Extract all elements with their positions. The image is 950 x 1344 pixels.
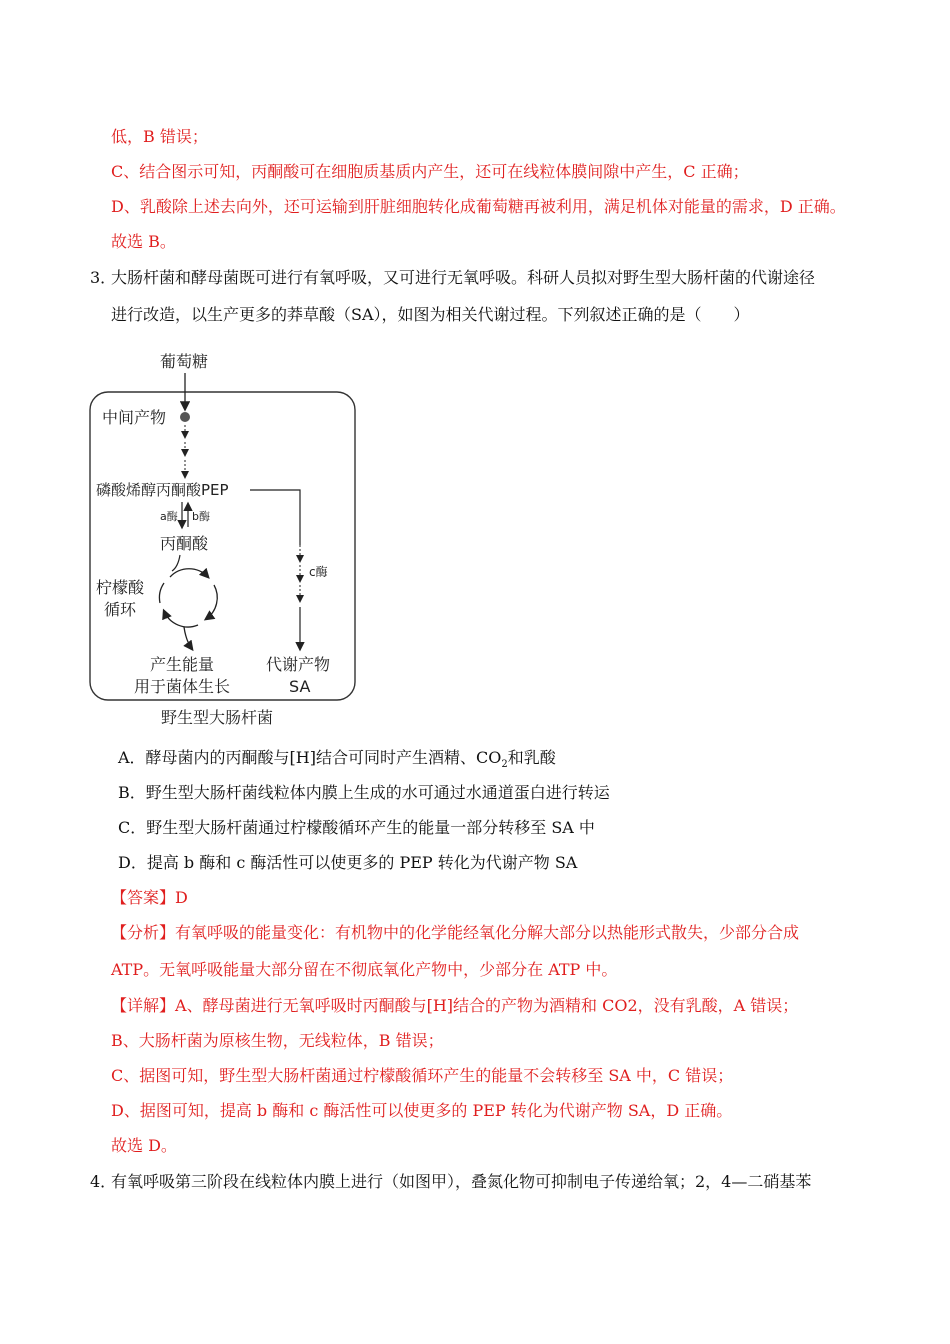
cycle-to-energy-arrow bbox=[184, 627, 192, 649]
question-3-stem-line2: 进行改造，以生产更多的莽草酸（SA），如图为相关代谢过程。下列叙述正确的是（ ） bbox=[111, 305, 750, 324]
option-c: C．野生型大肠杆菌通过柠檬酸循环产生的能量一部分转移至 SA 中 bbox=[118, 818, 595, 837]
detail-a: 【详解】A、酵母菌进行无氧呼吸时丙酮酸与[H]结合的产物为酒精和 CO2，没有乳酸，A 错误； bbox=[111, 996, 799, 1015]
analysis-line1: 【分析】有氧呼吸的能量变化：有机物中的化学能经氧化分解大部分以热能形式散失，少部分合成 bbox=[111, 923, 800, 942]
cycle-arc-left bbox=[159, 583, 164, 603]
question-3-stem-line1: 大肠杆菌和酵母菌既可进行有氧呼吸，又可进行无氧呼吸。科研人员拟对野生型大肠杆菌的代谢途径 bbox=[111, 268, 816, 287]
c-enzyme-label: c酶 bbox=[309, 565, 328, 579]
product-label-1: 代谢产物 bbox=[266, 655, 331, 674]
question-3-number: 3． bbox=[90, 268, 117, 287]
b-enzyme-label: b酶 bbox=[192, 510, 210, 523]
explanation-conclusion: 故选 B。 bbox=[111, 232, 176, 251]
diagram-caption: 野生型大肠杆菌 bbox=[161, 708, 274, 727]
option-a: A．酵母菌内的丙酮酸与[H]结合可同时产生酒精、$CO_2$和乳酸 bbox=[118, 748, 556, 771]
explanation-c: C、结合图示可知，丙酮酸可在细胞质基质内产生，还可在线粒体膜间隙中产生，C 正确； bbox=[111, 162, 749, 181]
question-3-conclusion: 故选 D。 bbox=[111, 1136, 177, 1155]
analysis-line2: ATP。无氧呼吸能量大部分留在不彻底氧化产物中，少部分在 ATP 中。 bbox=[111, 960, 618, 979]
glucose-label: 葡萄糖 bbox=[160, 352, 209, 371]
pyruvate-to-cycle bbox=[172, 555, 180, 571]
pyruvate-label: 丙酮酸 bbox=[160, 534, 209, 553]
citric-cycle-label-2: 循环 bbox=[104, 600, 137, 619]
question-4-stem-line1: 有氧呼吸第三阶段在线粒体内膜上进行（如图甲），叠氮化物可抑制电子传递给氧；2，4—二硝基苯 bbox=[111, 1172, 812, 1191]
intermediate-label: 中间产物 bbox=[102, 408, 167, 427]
pep-to-sa-line bbox=[250, 490, 300, 545]
pep-label: 磷酸烯醇丙酮酸PEP bbox=[96, 481, 229, 499]
cycle-arc-right bbox=[206, 585, 217, 619]
metabolism-diagram bbox=[88, 345, 368, 730]
explanation-b-tail: 低，B 错误； bbox=[111, 127, 208, 146]
citric-cycle-label-1: 柠檬酸 bbox=[96, 578, 145, 597]
cycle-arc-bottom bbox=[164, 611, 198, 627]
a-enzyme-label: a酶 bbox=[160, 510, 178, 523]
energy-label-1: 产生能量 bbox=[150, 655, 215, 674]
option-d: D．提高 b 酶和 c 酶活性可以使更多的 PEP 转化为代谢产物 SA bbox=[118, 853, 578, 872]
cycle-arc-top bbox=[170, 569, 208, 577]
detail-c: C、据图可知，野生型大肠杆菌通过柠檬酸循环产生的能量不会转移至 SA 中，C 错误； bbox=[111, 1066, 734, 1085]
cell-boundary bbox=[90, 392, 355, 700]
energy-label-2: 用于菌体生长 bbox=[134, 677, 231, 696]
detail-d: D、据图可知，提高 b 酶和 c 酶活性可以使更多的 PEP 转化为代谢产物 SA，D 正确。 bbox=[111, 1101, 733, 1120]
question-4-number: 4． bbox=[90, 1172, 117, 1191]
option-b: B．野生型大肠杆菌线粒体内膜上生成的水可通过水通道蛋白进行转运 bbox=[118, 783, 610, 802]
answer: 【答案】D bbox=[111, 888, 188, 907]
explanation-d: D、乳酸除上述去向外，还可运输到肝脏细胞转化成葡萄糖再被利用，满足机体对能量的需求，D 正确。 bbox=[111, 197, 846, 216]
detail-b: B、大肠杆菌为原核生物，无线粒体，B 错误； bbox=[111, 1031, 444, 1050]
intermediate-dot bbox=[180, 412, 190, 422]
product-label-2: SA bbox=[289, 677, 311, 696]
